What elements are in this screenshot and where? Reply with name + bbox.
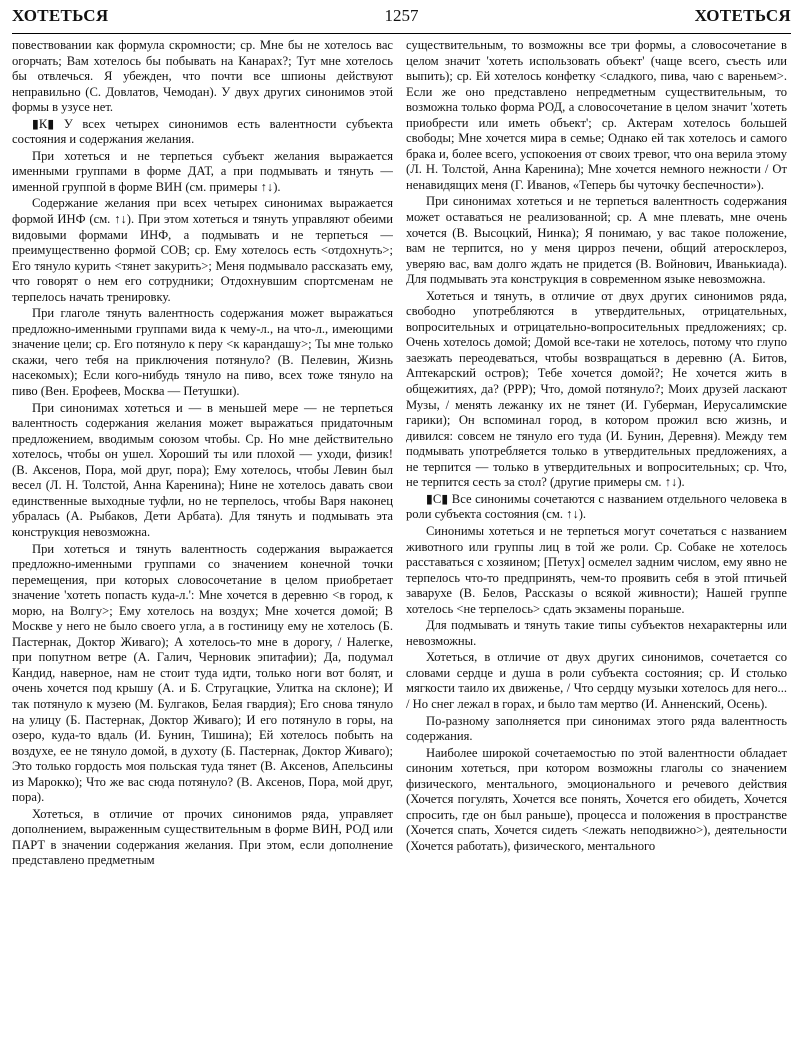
paragraph: Для подмывать и тянуть такие типы субъектов нехарактерны или невозможны. — [406, 618, 787, 648]
paragraph: При синонимах хотеться и не терпеться валентность содержания может оставаться не реализованной; ср. А мне плевать, мне очень хочется (В. Высоцкий, Нинка); Я понимаю, у вас такое положение, вам не терпится, но у меня цирроз печени, общий атеросклероз, уверяю вас, вам долго ждать не придется (В. Войнович, Иванькиада). Для подмывать эта конструкция в современном языке невозможна. — [406, 194, 787, 287]
paragraph: Содержание желания при всех четырех синонимах выражается формой ИНФ (см. ↑↓). При этом хотеться и тянуть управляют обеими видовыми формами ИНФ, а подмывать и не терпеться — преимущественно формой СОВ; ср. Ему хотелось есть <отдохнуть>; Его тянуло курить <тянет закурить>; Меня подмывало рассказать ему, что говорят о нем его сотрудники; Отдохнувшим спортсменам не терпелось начать тренировку. — [12, 196, 393, 304]
paragraph: При глаголе тянуть валентность содержания может выражаться предложно-именными группами вида к чему-л., на что-л., имеющими значение цели; ср. Его потянуло к перу <к карандашу>; Ты мне только скажи, чего тебя на приключения потянуло? (В. Пелевин, Жизнь насекомых); Если кого-нибудь тянуло на пиво, всех тоже тянуло на пиво (Вен. Ерофеев, Москва — Петушки). — [12, 306, 393, 399]
paragraph: повествовании как формула скромности; ср. Мне бы не хотелось вас огорчать; Вам хотелось бы побывать на Канарах?; Тут мне хотелось бы отвлечься. Я убежден, что почти все шпионы действуют неправильно (С. Довлатов, Чемодан). У двух других синонимов этой формы в узусе нет. — [12, 38, 393, 115]
header-rule — [12, 33, 791, 34]
paragraph: При хотеться и тянуть валентность содержания выражается предложно-именными группами со значением конечной точки перемещения, при которых словосочетание в целом приобретает значение 'хотеть попасть куда-л.': Мне хочется в деревню <в город, к морю, на Волгу>; Ему хотелось на воздух; Мне хочется домой; В Москве у него не было своего угла, а в гостиницу ему не хотелось (Б. Пастернак, Доктор Живаго); А хотелось-то мне в дорогу, / Налегке, при попутном ветре (А. Галич, Черновик эпитафии); Да, подумал Кандид, наверное, нам не стоит туда идти, только ноги вот болят, и очень хочется под крышу (А. и Б. Стругацкие, Улитка на склоне); И так потянуло к музею (М. Булгаков, Белая гвардия); Его снова тянуло на улицу (Б. Пастернак, Доктор Живаго); И его потянуло в горы, на озеро, куда-то вдаль (И. Бунин, Тишина); Ей хотелось побыть на воздухе, ее не тянуло домой, в духоту (Б. Пастернак, Доктор Живаго); Это только гордость моя польская туда тянет (В. Аксенов, Апельсины из Марокко); Что же вас сюда потянуло? (В. Аксенов, Пора, мой друг, пора). — [12, 541, 393, 805]
paragraph: ▮С▮ Все синонимы сочетаются с названием отдельного человека в роли субъекта состояния (см. ↑↓). — [406, 491, 787, 522]
paragraph: По-разному заполняется при синонимах этого ряда валентность содержания. — [406, 713, 787, 744]
paragraph: При хотеться и не терпеться субъект желания выражается именными группами в форме ДАТ, а при подмывать и тянуть — именной группой в форме ВИН (см. примеры ↑↓). — [12, 148, 393, 194]
page-number: 1257 — [384, 6, 419, 25]
paragraph: Наиболее широкой сочетаемостью по этой валентности обладает синоним хотеться, при котором возможны глаголы со значением физического, ментального, эмоционального и речевого действия (Хочется погулять, Хочется все понять, Хочется его обидеть, Хочется спросить, где он был раньше), процесса и положения в пространстве (Хочется спать, Хочется сидеть <лежать неподвижно>), деятельности (Хочется работать), физического, ментального — [406, 745, 787, 853]
paragraph: Хотеться, в отличие от двух других синонимов, сочетается со словами сердце и душа в роли субъекта состояния; ср. И столько мягкости таило их движенье, / Что сердцу музыки хотелось для него... / Но снег лежал в горах, и было там мертво (И. Анненский, Осень). — [406, 650, 787, 711]
paragraph: При синонимах хотеться и — в меньшей мере — не терпеться валентность содержания желания может выражаться придаточным предложением, вводимым союзом чтобы. Ср. Но мне действительно хотелось, чтобы он ушел. Хороший ты или плохой — уходи, физик! (В. Аксенов, Пора, мой друг, пора); Ему хотелось, чтобы Левин был весел (Л. Н. Толстой, Анна Каренина); Нине не хотелось давать свои единственные выходные туфли, но не терпелось, чтобы Варя наконец убралась (А. Рыбаков, Дети Арбата). Для тянуть и подмывать эта конструкция невозможна. — [12, 400, 393, 539]
page-header — [12, 6, 791, 30]
paragraph: Хотеться, в отличие от прочих синонимов ряда, управляет дополнением, выраженным существительным в форме ВИН, РОД или ПАРТ в значении содержания желания. При этом, если дополнение представлено предметным — [12, 806, 393, 868]
running-headword-left: ХОТЕТЬСЯ — [12, 6, 109, 25]
paragraph: существительным, то возможны все три формы, а словосочетание в целом значит 'хотеть использовать объект' (чаще всего, съесть или выпить); ср. Ей хотелось конфетку <сладкого, пива, чаю с вареньем>. Если же оно представлено непредметным существительным, то возможна только форма РОД, а словосочетание в целом значит 'хотеть приобрести или иметь объект'; ср. Актерам хотелось большей свободы; Мне хочется мира в семье; Однако ей так хотелось и самого брака и, более всего, успокоения от своих тревог, что она верила этому (Л. Н. Толстой, Анна Каренина); Мне хочется немного нежности / От ненавидящих меня (Г. Иванов, «Теперь бы чуточку беспечности»). — [406, 38, 787, 192]
right-column — [406, 38, 787, 1050]
paragraph: Синонимы хотеться и не терпеться могут сочетаться с названием животного или группы лиц в той же роли. Ср. Собаке не хотелось расставаться с хозяином; [Петух] осмелел задним числом, ему явно не терпелось что-то предпринять, чем-то проявить себя в этой птичьей заварухе (В. Белов, Рассказы о всякой живности); Нашей группе хотелось <не терпелось> сдать экзамены пораньше. — [406, 523, 787, 616]
running-headword-right: ХОТЕТЬСЯ — [694, 6, 791, 25]
paragraph: ▮К▮ У всех четырех синонимов есть валентности субъекта состояния и содержания желания. — [12, 116, 393, 147]
paragraph: Хотеться и тянуть, в отличие от двух других синонимов ряда, свободно употребляются в утвердительных, отрицательных, вопросительных и отрицательно-вопросительных предложениях; ср. Очень хотелось домой; Домой все-таки не хотелось, потому что глупо заезжать переодеваться, чтобы возвращаться в деревню (А. Битов, Аптекарский остров); Тебе хочется домой?; Не хочется жить в общежитиях, да? (РРР); Что, домой потянуло?; Моих друзей ласкают Музы, / менять лежанку их не тянет (И. Губерман, Иерусалимские гарики); Он вспоминал город, в котором прожил всю жизнь, и дивился: совсем не тянуло его туда (И. Бунин, Деревня). Между тем подмывать употребляется только в утвердительных предложениях, а не терпится — только в утвердительных и вопросительных; ср. Что, не терпится сесть за стол? (другие примеры см. ↑↓). — [406, 288, 787, 490]
left-column — [12, 38, 393, 1050]
